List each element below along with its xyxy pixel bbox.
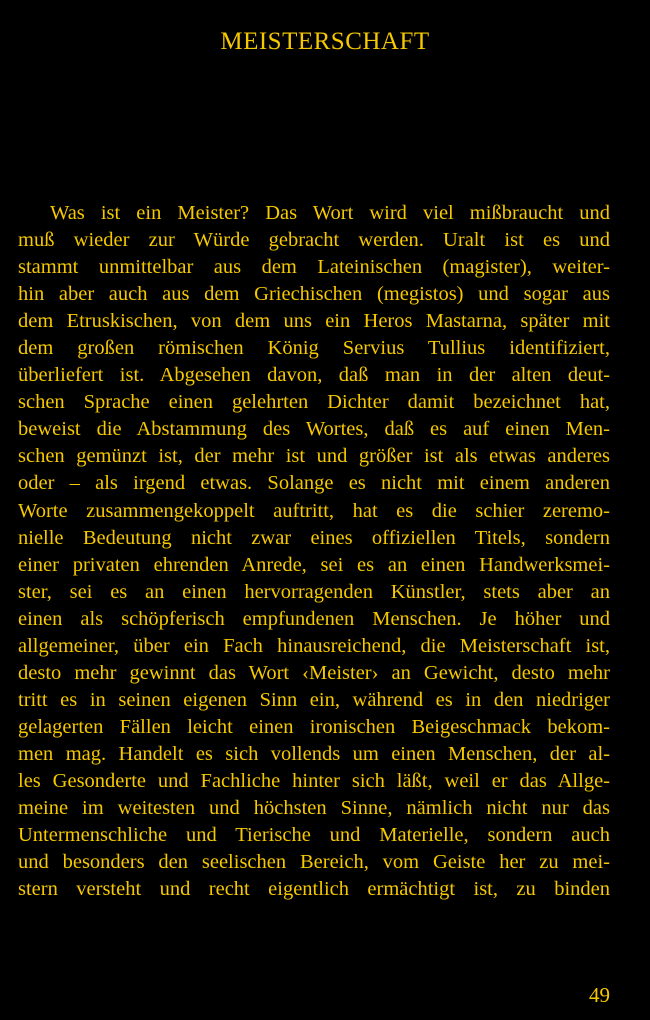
page-number: 49	[589, 983, 610, 1007]
text-line: einer privaten ehrenden Anrede, sei es an einen Handwerksmei-	[18, 553, 610, 576]
text-line: schen gemünzt ist, der mehr ist und größer ist als etwas anderes	[18, 445, 610, 468]
text-line: einen als schöpferisch empfundenen Menschen. Je höher und	[18, 607, 610, 630]
text-line: schen Sprache einen gelehrten Dichter damit bezeichnet hat,	[18, 391, 610, 414]
text-line: Untermenschliche und Tierische und Materielle, sondern auch	[18, 824, 610, 847]
text-line: allgemeiner, über ein Fach hinausreichend, die Meisterschaft ist,	[18, 634, 610, 657]
text-line: Worte zusammengekoppelt auftritt, hat es die schier zeremo-	[18, 499, 610, 522]
text-line: überliefert ist. Abgesehen davon, daß man in der alten deut-	[18, 364, 610, 387]
text-line: beweist die Abstammung des Wortes, daß es auf einen Men-	[18, 418, 610, 441]
body-paragraph	[18, 200, 610, 903]
text-line: ster, sei es an einen hervorragenden Künstler, stets aber an	[18, 580, 610, 603]
text-line: dem großen römischen König Servius Tullius identifiziert,	[18, 337, 610, 360]
text-line: muß wieder zur Würde gebracht werden. Uralt ist es und	[18, 229, 610, 252]
text-line: und besonders den seelischen Bereich, vom Geiste her zu mei-	[18, 851, 610, 874]
text-line: stern versteht und recht eigentlich ermächtigt ist, zu binden	[18, 878, 610, 901]
text-line: tritt es in seinen eigenen Sinn ein, während es in den niedriger	[18, 688, 610, 711]
text-line: stammt unmittelbar aus dem Lateinischen (magister), weiter-	[18, 256, 610, 279]
text-line: oder – als irgend etwas. Solange es nicht mit einem anderen	[18, 472, 610, 495]
text-line: nielle Bedeutung nicht zwar eines offiziellen Titels, sondern	[18, 526, 610, 549]
text-line: hin aber auch aus dem Griechischen (megistos) und sogar aus	[18, 283, 610, 306]
running-head-title: MEISTERSCHAFT	[220, 28, 430, 55]
text-line: desto mehr gewinnt das Wort ‹Meister› an Gewicht, desto mehr	[18, 661, 610, 684]
text-line: Was ist ein Meister? Das Wort wird viel mißbraucht und	[50, 202, 610, 224]
text-line: men mag. Handelt es sich vollends um einen Menschen, der al-	[18, 742, 610, 765]
text-line: dem Etruskischen, von dem uns ein Heros Mastarna, später mit	[18, 310, 610, 333]
text-line: gelagerten Fällen leicht einen ironischen Beigeschmack bekom-	[18, 715, 610, 738]
text-line: les Gesonderte und Fachliche hinter sich läßt, weil er das Allge-	[18, 769, 610, 792]
text-line: meine im weitesten und höchsten Sinne, nämlich nicht nur das	[18, 797, 610, 820]
